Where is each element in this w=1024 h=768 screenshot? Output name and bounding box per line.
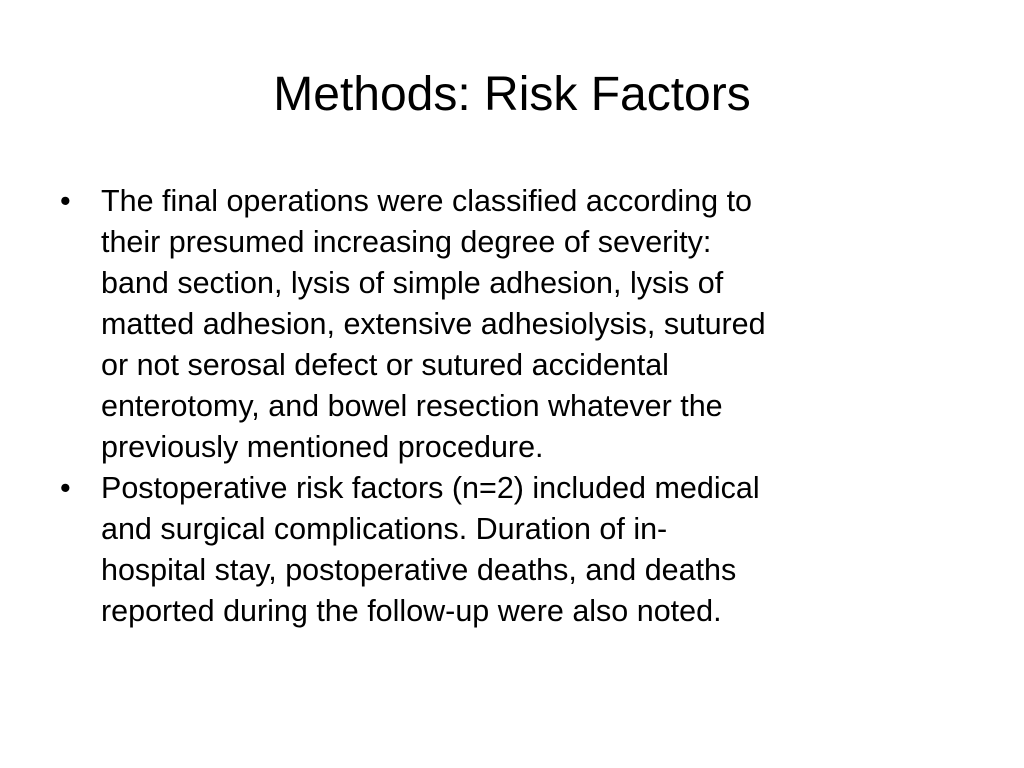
bullet-line: band section, lysis of simple adhesion, lysis of xyxy=(101,266,724,300)
bullet-line: previously mentioned procedure. xyxy=(101,430,544,464)
bullet-item-final-operations xyxy=(60,181,960,468)
bullet-line: matted adhesion, extensive adhesiolysis, sutured xyxy=(101,307,766,341)
bullet-line: their presumed increasing degree of severity: xyxy=(101,225,712,259)
bullet-line: or not serosal defect or sutured accidental xyxy=(101,348,669,382)
bullet-line: enterotomy, and bowel resection whatever the xyxy=(101,389,723,423)
bullet-line: and surgical complications. Duration of in- xyxy=(101,512,668,546)
bullet-item-postoperative-risk xyxy=(60,468,960,632)
bullet-line: hospital stay, postoperative deaths, and deaths xyxy=(101,553,737,587)
bullet-dot-icon: • xyxy=(60,184,71,218)
bullet-line: reported during the follow-up were also noted. xyxy=(101,594,722,628)
bullet-line: The final operations were classified according to xyxy=(101,184,753,218)
bullet-line: Postoperative risk factors (n=2) included medical xyxy=(101,471,760,505)
slide-title: Methods: Risk Factors xyxy=(273,68,751,121)
bullet-dot-icon: • xyxy=(60,471,71,505)
bullet-list xyxy=(60,181,960,632)
